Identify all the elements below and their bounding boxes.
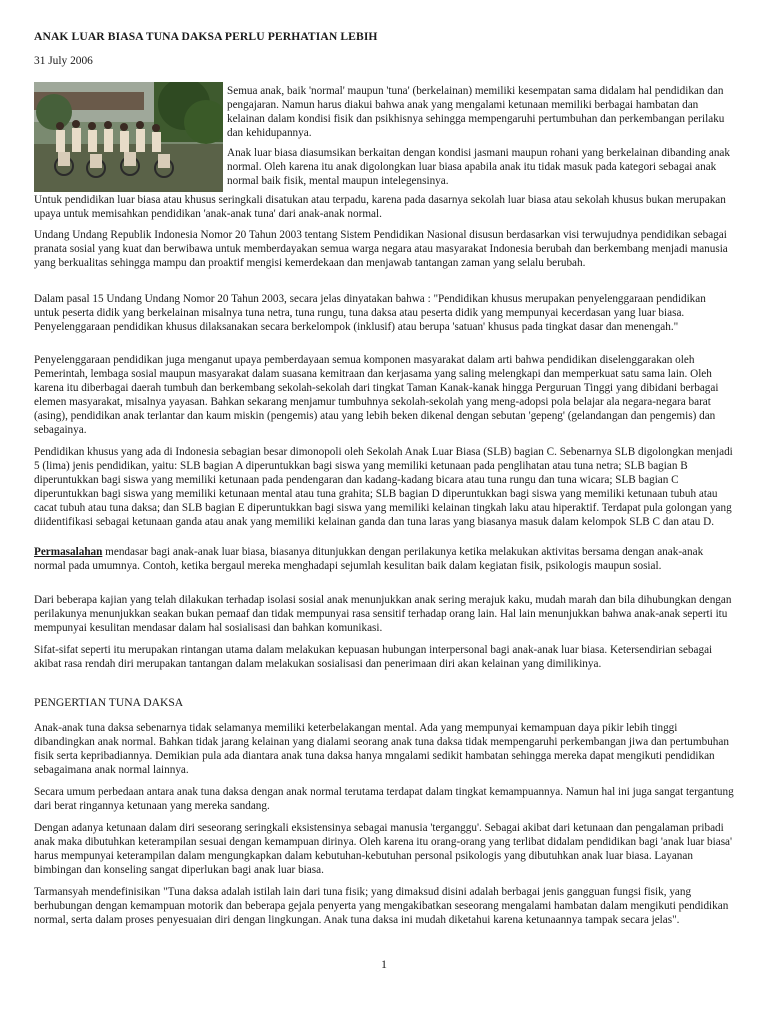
paragraph-5: Dalam pasal 15 Undang Undang Nomor 20 Tahun 2003, secara jelas dinyatakan bahwa : "Pendidikan khusus merupakan penyelenggaraan pendidikan untuk peserta didik yang berkelainan misalnya tuna netra, tuna rungu, tuna daksa atau peserta didik yang mempunyai kecerdasan yang luar biasa. Penyelenggaraan pendidikan khusus dilaksanakan secara berkelompok (inklusif) atau berupa 'satuan' khusus pada tingkat dasar dan menengah." — [34, 293, 706, 334]
paragraph-2: Anak luar biasa diasumsikan berkaitan dengan kondisi jasmani maupun rohani yang berkelainan dibanding anak normal. Oleh karena itu anak digolongkan luar biasa apabila anak itu tidak masuk pada kategori sebagai anak normal baik fisik, mental maupun intelegensinya. — [227, 147, 730, 188]
paragraph-7: Pendidikan khusus yang ada di Indonesia sebagian besar dimonopoli oleh Sekolah Anak Luar Biasa (SLB) bagian C. Sebenarnya SLB digolongkan menjadi 5 (lima) jenis pendidikan, yaitu: SLB bagian A diperuntukkan bagi siswa yang memiliki ketunaan pada penglihatan atau tuna netra; SLB bagian B diperuntukkan bagi siswa yang memiliki ketunaan pada pendengaran dan kadang-kadang bicara atau tuna rungu dan tuna wicara; SLB bagian C diperuntukkan bagi siswa yang memiliki ketunaan mental atau tuna grahita; SLB bagian D diperuntukkan bagi siswa yang memiliki ketunaan tubuh atau cacat tubuh atau tuna daksa; dan SLB bagian E diperuntukkan bagi siswa yang memiliki kelainan tingkah laku atau hiperaktif. Terdapat pula golongan yang diidentifikasi sebagai ketunaan ganda atau anak yang memiliki kelainan ganda dan tuna laras yang biasanya masuk dalam kelompok SLB C dan atau D. — [34, 446, 733, 529]
paragraph-8: Permasalahan mendasar bagi anak-anak luar biasa, biasanya ditunjukkan dengan perilakunya ketika melakukan aktivitas bersama dengan anak-anak normal pada umumnya. Contoh, ketika bergaul mereka menghadapi sejumlah kesulitan baik dalam kegiatan fisik, psikologis maupun sosial. — [34, 546, 704, 573]
paragraph-3: Untuk pendidikan luar biasa atau khusus seringkali disatukan atau terpadu, karena pada dasarnya sekolah luar biasa atau sekolah khusus bukan merupakan upaya untuk memisahkan pendidikan 'anak-anak tuna' dari anak-anak normal. — [34, 194, 726, 221]
article-title: ANAK LUAR BIASA TUNA DAKSA PERLU PERHATIAN LEBIH — [34, 30, 378, 43]
article-photo — [34, 82, 223, 192]
article-date: 31 July 2006 — [34, 55, 93, 67]
paragraph-9: Dari beberapa kajian yang telah dilakukan terhadap isolasi sosial anak menunjukkan anak sering merajuk kaku, mudah marah dan bila dihubungkan dengan perilakunya menunjukkan seakan bukan pemaaf dan tidak mempunyai rasa sensitif terhadap orang lain. Hal lain menunjukkan bahwa anak-anak seperti itu mempunyai kesulitan mendasar dalam hal sosialisasi dan bahkan komunikasi. — [34, 594, 732, 635]
paragraph-4: Undang Undang Republik Indonesia Nomor 20 Tahun 2003 tentang Sistem Pendidikan Nasional disusun berdasarkan visi terwujudnya pendidikan sebagai pranata sosial yang kuat dan berwibawa untuk memberdayakan semua warga negara atau masyarakat Indonesia berubah dan berkembang menjadi manusia yang berkualitas sehingga mampu dan proaktif mengisi kemerdekaan dan menjawab tantangan zaman yang selalu berubah. — [34, 229, 728, 270]
paragraph-10: Sifat-sifat seperti itu merupakan rintangan utama dalam melakukan kepuasan hubungan interpersonal bagi anak-anak luar biasa. Ketersendirian sebagai akibat rasa rendah diri merupakan tantangan dalam melakukan sosialisasi dan penerimaan diri akan kelainan yang dimilikinya. — [34, 644, 713, 671]
page-number: 1 — [381, 957, 387, 971]
intro-paragraph: Semua anak, baik 'normal' maupun 'tuna' (berkelainan) memiliki kesempatan sama didalam hal pendidikan dan pengajaran. Namun harus diakui bahwa anak yang mengalami ketunaan memiliki berbagai hambatan dan kelainan dalam kondisi fisik dan psikhisnya sehingga mempengaruhi pertumbuhan dan perkembangan perilaku dan kehidupannya. — [227, 85, 725, 140]
permasalahan-lead: Permasalahan — [34, 546, 103, 558]
paragraph-12: Secara umum perbedaan antara anak tuna daksa dengan anak normal terutama terdapat dalam tingkat kemampuannya. Namun hal ini juga sangat tergantung dari berat ringannya ketunaan yang mereka sandang. — [34, 786, 734, 813]
section-heading: PENGERTIAN TUNA DAKSA — [34, 696, 184, 709]
paragraph-14: Tarmansyah mendefinisikan "Tuna daksa adalah istilah lain dari tuna fisik; yang dimaksud disini adalah berbagai jenis gangguan fungsi fisik, yang berhubungan dengan kemampuan motorik dan beberapa gejala penyerta yang mengakibatkan seseorang mengalami hambatan dalam mengikuti pendidikan normal, serta dalam proses penyesuaian diri dengan lingkungan. Anak tuna daksa ini mudah diketahui karena ketunaannya tampak secara jelas". — [34, 886, 729, 927]
paragraph-11: Anak-anak tuna daksa sebenarnya tidak selamanya memiliki keterbelakangan mental. Ada yang mempunyai kemampuan daya pikir lebih tinggi dibandingkan anak normal. Bahkan tidak jarang kelainan yang dialami seorang anak tuna daksa tidak mempengaruhi perkembangan jiwa dan pertumbuhan fisik serta kepribadiannya. Demikian pula ada diantara anak tuna daksa hanya mngalami sedikit hambatan sehingga mereka dapat mengikuti pendidikan sebagaimana anak normal lainnya. — [34, 722, 729, 777]
paragraph-6: Penyelenggaraan pendidikan juga menganut upaya pemberdayaan semua komponen masyarakat dalam arti bahwa pendidikan diselenggarakan oleh Pemerintah, lembaga sosial maupun masyarakat dalam suasana kemitraan dan kerjasama yang saling melengkapi dan memperkuat satu sama lain. Oleh karena itu diberbagai daerah tumbuh dan berkembang sekolah-sekolah dari tingkat Taman Kanak-kanak hingga Perguruan Tinggi yang dibidani berbagai elemen masyarakat, misalnya yayasan. Bahkan sekarang menjamur tumbuhnya sekolah-sekolah yang meng-adopsi pola belajar ala negara-negara barat (asing), pendidikan anak terlantar dan kaum miskin (pengemis) atau yang lebih beken dikenal dengan sebutan 'gepeng' (gelandangan dan pengemis) dan sebagainya. — [34, 354, 719, 437]
paragraph-13: Dengan adanya ketunaan dalam diri seseorang seringkali eksistensinya sebagai manusia 'terganggu'. Sebagai akibat dari ketunaan dan pengalaman pribadi anak maka dibutuhkan keterampilan sesuai dengan kemampuan dirinya. Oleh karena itu orang-orang yang terlibat didalam pendidikan bagi 'anak luar biasa' harus mempunyai keterampilan dalam mengungkapkan dalam kebutuhan-kebutuhan personal psikologis yang dibutuhkan anak luar biasa. Layanan bimbingan dan konseling sangat diperlukan bagi anak luar biasa. — [34, 822, 733, 877]
